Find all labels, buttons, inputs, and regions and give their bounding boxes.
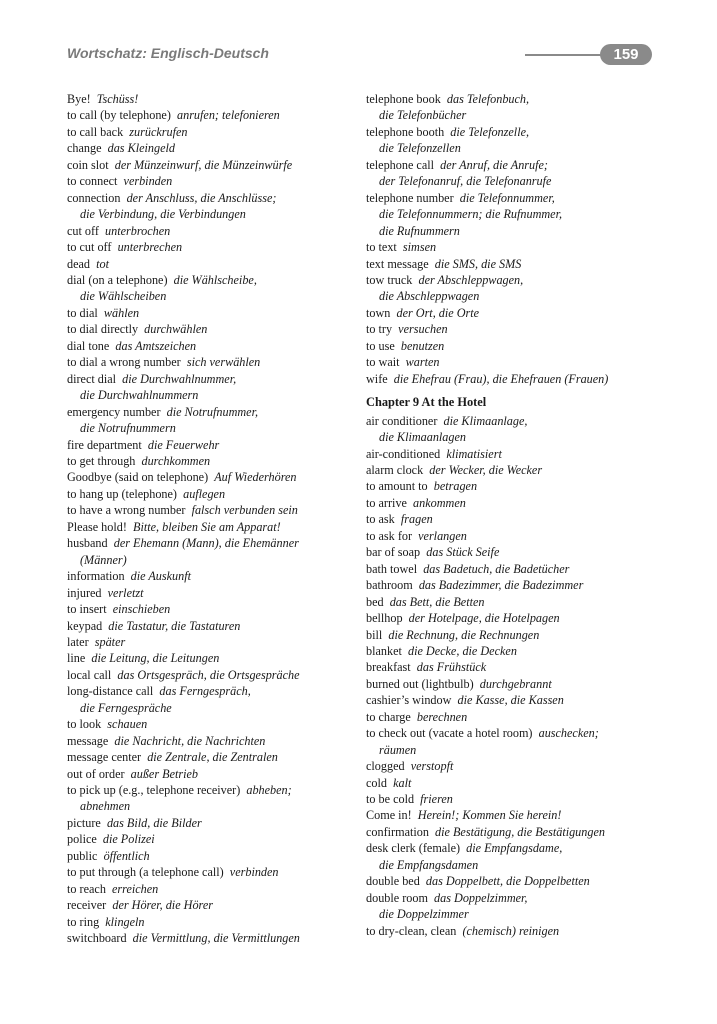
page-number: 159 [600,44,652,65]
vocab-entry [366,190,656,206]
right-column-entries [366,91,656,387]
german-translation: die Durchwahlnummer, [122,371,237,386]
german-translation: verbinden [229,865,279,880]
vocab-entry [67,766,352,782]
english-term: confirmation [366,824,429,839]
english-term: to dry-clean, clean [366,923,457,938]
english-term: clogged [366,759,405,774]
german-translation: klingeln [105,914,145,929]
vocab-entry [67,831,352,847]
english-term: to dial directly [67,322,139,337]
german-translation: die Leitung, die Leitungen [91,651,220,666]
german-translation: der Anschluss, die Anschlüsse; [126,190,277,205]
page-header [67,44,652,68]
german-translation: wählen [103,305,140,320]
vocab-entry [67,535,352,551]
english-term: later [67,634,89,649]
vocab-entry [366,511,656,527]
vocab-entry [67,305,352,321]
vocab-entry [366,758,656,774]
vocab-entry [67,634,352,650]
vocab-entry [366,305,656,321]
german-translation: die Rufnummern [379,223,460,238]
vocab-entry [67,371,352,387]
vocab-entry [67,749,352,765]
german-translation: die Telefonnummern; die Rufnummer, [379,207,563,222]
vocab-entry [366,239,656,255]
english-term: message center [67,750,142,765]
german-translation: die Wählscheibe, [173,272,257,287]
right-column [366,91,656,939]
english-term: Please hold! [67,519,127,534]
german-translation: das Frühstück [416,660,487,675]
german-translation: berechnen [416,709,468,724]
vocab-entry [366,775,656,791]
english-term: to amount to [366,479,428,494]
english-term: dial (on a telephone) [67,272,168,287]
german-translation: die Wählscheiben [80,289,167,304]
entry-continuation [67,700,352,716]
entry-continuation [67,206,352,222]
vocab-entry [67,321,352,337]
german-translation: schauen [107,717,148,732]
german-translation: die Telefonzelle, [450,124,530,139]
chapter-entries [366,413,656,940]
english-term: alarm clock [366,462,424,477]
entry-continuation [67,288,352,304]
english-term: to charge [366,709,411,724]
entry-continuation [366,140,656,156]
german-translation: auflegen [183,486,226,501]
english-term: switchboard [67,931,127,946]
entry-continuation [366,107,656,123]
english-term: to get through [67,453,136,468]
entry-continuation [366,429,656,445]
german-translation: die Tastatur, die Tastaturen [108,618,241,633]
vocab-entry [67,502,352,518]
english-term: to try [366,322,393,337]
vocab-entry [67,404,352,420]
vocab-entry [67,601,352,617]
german-translation: die Abschleppwagen [379,289,480,304]
vocab-entry [67,256,352,272]
german-translation: das Badetuch, die Badetücher [423,561,570,576]
english-term: bellhop [366,611,403,626]
english-term: to put through (a telephone call) [67,865,224,880]
vocab-entry [366,413,656,429]
english-term: keypad [67,618,103,633]
english-term: to insert [67,602,107,617]
english-term: Come in! [366,808,412,823]
entry-continuation [67,552,352,568]
vocab-entry [67,650,352,666]
german-translation: Auf Wiederhören [214,470,297,485]
german-translation: (Männer) [80,552,127,567]
vocab-entry [67,338,352,354]
german-translation: betragen [433,479,478,494]
german-translation: die Nachricht, die Nachrichten [114,733,266,748]
english-term: Goodbye (said on telephone) [67,470,209,485]
german-translation: die Ehefrau (Frau), die Ehefrauen (Frauen) [393,371,609,386]
german-translation: tot [96,256,109,271]
german-translation: Herein!; Kommen Sie herein! [417,808,562,823]
english-term: to dial a wrong number [67,355,181,370]
vocab-entry [67,815,352,831]
vocab-entry [67,437,352,453]
english-term: receiver [67,898,107,913]
vocab-entry [67,354,352,370]
english-term: to ask [366,512,395,527]
vocab-entry [366,354,656,370]
english-term: to hang up (telephone) [67,486,177,501]
english-term: Bye! [67,92,91,106]
vocab-entry [67,486,352,502]
german-translation: der Anruf, die Anrufe; [440,157,548,172]
vocab-entry [366,544,656,560]
english-term: to ring [67,914,100,929]
german-translation: simsen [402,240,437,255]
german-translation: der Telefonanruf, die Telefonanrufe [379,174,552,189]
vocab-entry [366,446,656,462]
vocab-entry [366,321,656,337]
english-term: information [67,569,125,584]
vocab-entry [366,272,656,288]
german-translation: versuchen [398,322,448,337]
german-translation: verbinden [123,174,173,189]
vocab-entry [366,824,656,840]
vocab-entry [67,848,352,864]
german-translation: die Telefonbücher [379,108,467,123]
vocab-entry [366,338,656,354]
vocab-entry [67,930,352,946]
vocab-entry [67,272,352,288]
english-term: bed [366,594,384,609]
german-translation: der Hotelpage, die Hotelpagen [408,611,560,626]
english-term: air conditioner [366,413,438,428]
german-translation: die Vermittlung, die Vermittlungen [132,931,300,946]
vocab-entry [67,716,352,732]
german-translation: der Wecker, die Wecker [429,462,543,477]
vocab-entry [366,627,656,643]
vocab-entry [67,223,352,239]
german-translation: räumen [379,742,417,757]
german-translation: das Amtszeichen [115,338,197,353]
german-translation: das Ferngespräch, [159,684,251,699]
entry-continuation [67,798,352,814]
english-term: coin slot [67,157,109,172]
english-term: to check out (vacate a hotel room) [366,726,533,741]
english-term: dial tone [67,338,110,353]
german-translation: die Polizei [102,832,155,847]
left-column [67,91,352,947]
english-term: tow truck [366,272,413,287]
german-translation: der Ort, die Orte [396,305,480,320]
english-term: desk clerk (female) [366,841,461,856]
english-term: burned out (lightbulb) [366,676,474,691]
english-term: picture [67,815,101,830]
english-term: wife [366,371,388,386]
german-translation: die Auskunft [130,569,192,584]
english-term: to text [366,240,397,255]
english-term: to look [67,717,102,732]
english-term: change [67,141,102,156]
vocab-entry [67,568,352,584]
chapter-heading: Chapter 9 At the Hotel [366,395,487,410]
vocab-entry [67,190,352,206]
german-translation: der Münzeinwurf, die Münzeinwürfe [114,157,293,172]
german-translation: abnehmen [80,799,131,814]
vocab-entry [366,577,656,593]
vocab-entry [366,923,656,939]
english-term: text message [366,256,429,271]
english-term: to call back [67,124,124,139]
english-term: telephone number [366,190,454,205]
german-translation: die Klimaanlagen [379,430,466,445]
english-term: cold [366,775,387,790]
english-term: to pick up (e.g., telephone receiver) [67,783,241,798]
german-translation: das Doppelzimmer, [434,890,528,905]
vocab-entry [366,124,656,140]
entry-continuation [67,387,352,403]
german-translation: die Klimaanlage, [443,413,528,428]
german-translation: frieren [420,792,453,807]
vocab-entry [67,667,352,683]
german-translation: die Ferngespräche [80,700,172,715]
english-term: message [67,733,109,748]
german-translation: öffentlich [103,848,150,863]
german-translation: Bitte, bleiben Sie am Apparat! [133,519,281,534]
german-translation: fragen [400,512,433,527]
german-translation: die Decke, die Decken [407,643,517,658]
vocab-entry [366,91,656,107]
vocab-entry [366,462,656,478]
vocab-entry [67,585,352,601]
vocab-entry [366,495,656,511]
german-translation: die Bestätigung, die Bestätigungen [435,824,605,839]
vocab-entry [67,914,352,930]
entry-continuation [366,288,656,304]
english-term: to have a wrong number [67,503,186,518]
vocab-entry [67,733,352,749]
english-term: emergency number [67,404,161,419]
german-translation: verlangen [418,528,467,543]
german-translation: die Zentrale, die Zentralen [147,750,278,765]
english-term: cut off [67,223,99,238]
vocab-entry [67,157,352,173]
vocab-entry [67,881,352,897]
vocab-entry [366,610,656,626]
german-translation: der Ehemann (Mann), die Ehemänner [113,536,299,551]
vocab-entry [67,864,352,880]
german-translation: das Telefonbuch, [446,92,530,106]
german-translation: später [94,634,126,649]
vocab-entry [366,873,656,889]
vocab-entry [366,561,656,577]
english-term: double room [366,890,428,905]
english-term: local call [67,667,112,682]
german-translation: durchgebrannt [479,676,552,691]
german-translation: einschieben [112,602,171,617]
vocab-entry [67,618,352,634]
english-term: breakfast [366,660,411,675]
english-term: double bed [366,874,420,889]
vocab-entry [366,659,656,675]
english-term: long-distance call [67,684,154,699]
english-term: bathroom [366,578,413,593]
vocab-entry [67,519,352,535]
german-translation: die Empfangsdame, [466,841,563,856]
vocab-entry [366,709,656,725]
vocab-entry [67,140,352,156]
entry-continuation [366,223,656,239]
german-translation: die SMS, die SMS [434,256,522,271]
german-translation: das Bett, die Betten [389,594,485,609]
vocab-entry [366,807,656,823]
vocab-entry [67,124,352,140]
english-term: air-conditioned [366,446,441,461]
german-translation: der Abschleppwagen, [418,272,524,287]
english-term: to arrive [366,495,407,510]
german-translation: verstopft [410,759,454,774]
german-translation: durchkommen [141,453,211,468]
entry-continuation [366,906,656,922]
english-term: blanket [366,643,402,658]
german-translation: das Kleingeld [107,141,175,156]
german-translation: klimatisiert [446,446,502,461]
entry-continuation [366,173,656,189]
vocab-entry [366,594,656,610]
english-term: public [67,848,98,863]
german-translation: die Verbindung, die Verbindungen [80,207,246,222]
vocab-entry [366,791,656,807]
english-term: to use [366,338,395,353]
english-term: to dial [67,305,98,320]
german-translation: ankommen [413,495,466,510]
german-translation: die Telefonnummer, [459,190,555,205]
english-term: bath towel [366,561,418,576]
english-term: to wait [366,355,400,370]
german-translation: das Stück Seife [426,545,500,560]
english-term: fire department [67,437,142,452]
german-translation: die Notrufnummern [80,421,176,436]
english-term: town [366,305,391,320]
german-translation: die Notrufnummer, [166,404,259,419]
vocab-entry [366,528,656,544]
vocab-entry [366,157,656,173]
german-translation: falsch verbunden sein [191,503,298,518]
english-term: direct dial [67,371,117,386]
vocab-entry [67,239,352,255]
german-translation: die Empfangsdamen [379,857,479,872]
english-term: connection [67,190,121,205]
vocab-entry [67,107,352,123]
german-translation: die Telefonzellen [379,141,461,156]
entry-continuation [366,742,656,758]
german-translation: außer Betrieb [130,766,198,781]
german-translation: das Doppelbett, die Doppelbetten [425,874,590,889]
german-translation: die Durchwahlnummern [80,388,199,403]
german-translation: sich verwählen [186,355,261,370]
vocab-entry [366,692,656,708]
vocab-entry [67,782,352,798]
vocab-entry [366,643,656,659]
german-translation: erreichen [112,881,159,896]
vocab-entry [366,840,656,856]
german-translation: die Rechnung, die Rechnungen [388,627,540,642]
vocab-entry [67,173,352,189]
english-term: to connect [67,174,118,189]
german-translation: zurückrufen [129,124,188,139]
german-translation: die Feuerwehr [147,437,220,452]
entry-continuation [67,420,352,436]
english-term: to ask for [366,528,413,543]
english-term: husband [67,536,108,551]
german-translation: das Ortsgespräch, die Ortsgespräche [117,667,300,682]
german-translation: das Bild, die Bilder [106,815,202,830]
german-translation: Tschüss! [96,92,139,106]
german-translation: auschecken; [538,726,599,741]
german-translation: durchwählen [144,322,208,337]
english-term: telephone call [366,157,435,172]
vocab-entry [366,371,656,387]
german-translation: anrufen; telefonieren [177,108,280,123]
vocab-entry [67,897,352,913]
vocab-entry [67,469,352,485]
english-term: bar of soap [366,545,421,560]
english-term: telephone booth [366,124,445,139]
german-translation: benutzen [400,338,445,353]
english-term: dead [67,256,91,271]
english-term: cashier’s window [366,693,452,708]
german-translation: verletzt [107,585,144,600]
vocab-entry [366,478,656,494]
german-translation: unterbrechen [117,240,183,255]
german-translation: (chemisch) reinigen [462,923,560,938]
german-translation: kalt [393,775,412,790]
english-term: to cut off [67,240,112,255]
german-translation: das Badezimmer, die Badezimmer [418,578,584,593]
english-term: to be cold [366,792,415,807]
english-term: injured [67,585,102,600]
english-term: to call (by telephone) [67,108,171,123]
english-term: telephone book [366,92,441,106]
english-term: police [67,832,97,847]
english-term: to reach [67,881,106,896]
vocab-entry [366,256,656,272]
english-term: bill [366,627,383,642]
vocab-entry [366,676,656,692]
vocab-entry [67,91,352,107]
german-translation: die Kasse, die Kassen [457,693,564,708]
german-translation: abheben; [246,783,292,798]
vocab-entry [67,683,352,699]
entry-continuation [366,206,656,222]
german-translation: die Doppelzimmer [379,907,469,922]
german-translation: warten [405,355,440,370]
entry-continuation [366,857,656,873]
vocab-entry [366,725,656,741]
german-translation: unterbrochen [105,223,171,238]
english-term: line [67,651,86,666]
german-translation: der Hörer, die Hörer [112,898,213,913]
english-term: out of order [67,766,125,781]
vocab-entry [366,890,656,906]
running-head: Wortschatz: Englisch-Deutsch [67,45,269,61]
vocab-entry [67,453,352,469]
